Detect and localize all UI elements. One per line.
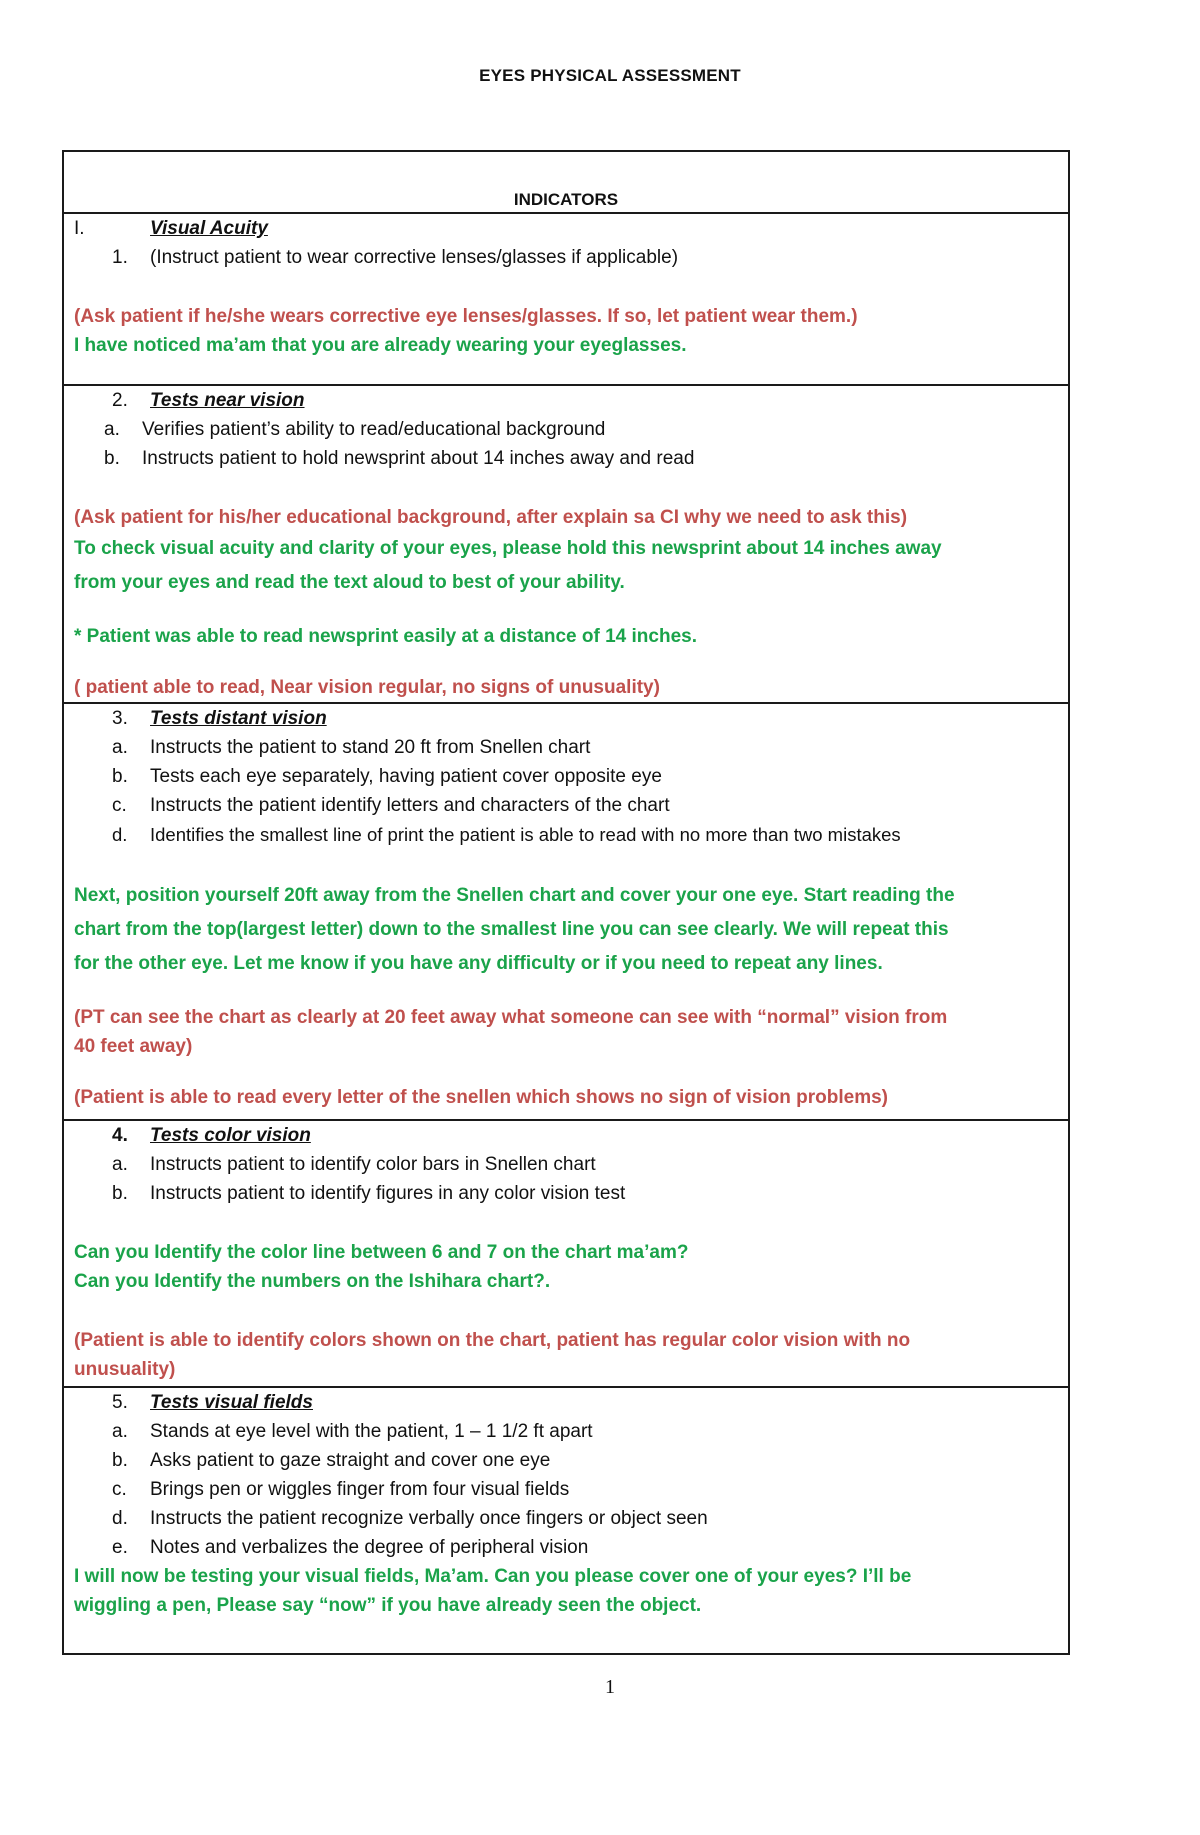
- script-line: Next, position yourself 20ft away from the Snellen chart and cover your one eye. Start reading the: [74, 885, 955, 906]
- section-number: 4.: [112, 1125, 128, 1146]
- item-text: Instructs patient to identify figures in any color vision test: [150, 1183, 626, 1204]
- script-line: Can you Identify the color line between 6 and 7 on the chart ma’am?: [74, 1242, 689, 1263]
- item-marker: d.: [112, 1508, 128, 1529]
- finding-note: (Patient is able to identify colors shown on the chart, patient has regular color vision with no: [74, 1330, 911, 1351]
- item-text: Asks patient to gaze straight and cover one eye: [150, 1450, 551, 1471]
- item-marker: c.: [112, 795, 127, 816]
- observation-line: * Patient was able to read newsprint easily at a distance of 14 inches.: [74, 626, 698, 647]
- item-text: Instructs the patient identify letters and characters of the chart: [150, 795, 670, 816]
- section-title: Tests visual fields: [150, 1392, 313, 1413]
- section-heading: [74, 704, 1058, 733]
- item-text: Instructs patient to hold newsprint about 14 inches away and read: [142, 448, 695, 469]
- item-marker: a.: [112, 1154, 128, 1175]
- section-heading: [74, 214, 1058, 243]
- item-text: Tests each eye separately, having patient cover opposite eye: [150, 766, 662, 787]
- roman-numeral: I.: [74, 218, 85, 239]
- list-item: [74, 415, 1058, 444]
- list-item: [74, 791, 1058, 820]
- instructor-note: (Ask patient for his/her educational background, after explain sa CI why we need to ask this): [74, 507, 908, 528]
- item-marker: a.: [104, 419, 120, 440]
- item-marker: b.: [112, 1183, 128, 1204]
- list-item: [74, 1417, 1058, 1446]
- item-marker: d.: [112, 824, 128, 845]
- list-item: [74, 1179, 1058, 1208]
- spacer: [74, 849, 1058, 879]
- section-color-vision: [63, 1120, 1069, 1387]
- list-item: [74, 820, 1058, 849]
- section-number: 2.: [112, 390, 128, 411]
- section-number: 5.: [112, 1392, 128, 1413]
- section-visual-fields: [63, 1387, 1069, 1654]
- item-marker: a.: [112, 737, 128, 758]
- script-line: I will now be testing your visual fields, Ma’am. Can you please cover one of your eyes? I’ll be: [74, 1566, 912, 1587]
- spacer: [74, 473, 1058, 503]
- spacer: [74, 1061, 1058, 1083]
- section-distant-vision: [63, 703, 1069, 1120]
- item-text: Identifies the smallest line of print the patient is able to read with no more than two mistakes: [150, 824, 901, 845]
- finding-note: unusuality): [74, 1359, 176, 1380]
- instructor-note: (Ask patient if he/she wears corrective eye lenses/glasses. If so, let patient wear them.): [74, 306, 858, 327]
- list-item: [74, 1504, 1058, 1533]
- script-line: for the other eye. Let me know if you have any difficulty or if you need to repeat any lines.: [74, 953, 883, 974]
- list-item: [74, 1150, 1058, 1179]
- item-marker: b.: [112, 766, 128, 787]
- item-text: Instructs the patient to stand 20 ft from Snellen chart: [150, 737, 591, 758]
- item-marker: b.: [104, 448, 120, 469]
- list-item: [74, 1475, 1058, 1504]
- section-heading: [74, 386, 1058, 415]
- section-title: Visual Acuity: [150, 218, 268, 239]
- section-title: Tests color vision: [150, 1125, 311, 1146]
- list-item: [74, 243, 1058, 272]
- finding-note: (Patient is able to read every letter of the snellen which shows no sign of vision problems): [74, 1087, 889, 1108]
- item-text: Brings pen or wiggles finger from four visual fields: [150, 1479, 570, 1500]
- script-line: from your eyes and read the text aloud to best of your ability.: [74, 572, 625, 593]
- item-text: Instructs the patient recognize verbally once fingers or object seen: [150, 1508, 708, 1529]
- section-heading: [74, 1388, 1058, 1417]
- section-title: Tests near vision: [150, 390, 305, 411]
- finding-note: 40 feet away): [74, 1036, 193, 1057]
- item-text: (Instruct patient to wear corrective lenses/glasses if applicable): [150, 247, 679, 268]
- table-header: INDICATORS: [63, 151, 1069, 213]
- script-line: I have noticed ma’am that you are already wearing your eyeglasses.: [74, 335, 687, 356]
- item-marker: e.: [112, 1537, 128, 1558]
- spacer: [74, 600, 1058, 622]
- spacer: [74, 1296, 1058, 1326]
- finding-note: (PT can see the chart as clearly at 20 feet away what someone can see with “normal” vision from: [74, 1007, 948, 1028]
- script-line: To check visual acuity and clarity of your eyes, please hold this newsprint about 14 inches away: [74, 538, 942, 559]
- item-text: Verifies patient’s ability to read/educational background: [142, 419, 606, 440]
- section-near-vision: [63, 385, 1069, 703]
- section-number: 3.: [112, 708, 128, 729]
- item-text: Stands at eye level with the patient, 1 – 1 1/2 ft apart: [150, 1421, 593, 1442]
- list-item: [74, 762, 1058, 791]
- script-line: wiggling a pen, Please say “now” if you have already seen the object.: [74, 1595, 702, 1616]
- list-item: [74, 733, 1058, 762]
- item-marker: b.: [112, 1450, 128, 1471]
- spacer: [74, 651, 1058, 673]
- item-text: Notes and verbalizes the degree of peripheral vision: [150, 1537, 589, 1558]
- assessment-table: [62, 150, 1070, 1655]
- item-marker: c.: [112, 1479, 127, 1500]
- page-number: 1: [605, 1676, 615, 1698]
- list-item: [74, 1446, 1058, 1475]
- item-marker: a.: [112, 1421, 128, 1442]
- finding-note: ( patient able to read, Near vision regular, no signs of unusuality): [74, 677, 660, 698]
- script-line: Can you Identify the numbers on the Ishihara chart?.: [74, 1271, 551, 1292]
- section-visual-acuity: [63, 213, 1069, 385]
- spacer: [74, 981, 1058, 1003]
- document-title: EYES PHYSICAL ASSESSMENT: [479, 66, 741, 85]
- spacer: [74, 272, 1058, 302]
- script-line: chart from the top(largest letter) down to the smallest line you can see clearly. We will repeat this: [74, 919, 949, 940]
- list-item: [74, 444, 1058, 473]
- item-text: Instructs patient to identify color bars in Snellen chart: [150, 1154, 596, 1175]
- list-item: [74, 1533, 1058, 1562]
- item-marker: 1.: [112, 247, 128, 268]
- spacer: [74, 1208, 1058, 1238]
- section-title: Tests distant vision: [150, 708, 327, 729]
- section-heading: [74, 1121, 1058, 1150]
